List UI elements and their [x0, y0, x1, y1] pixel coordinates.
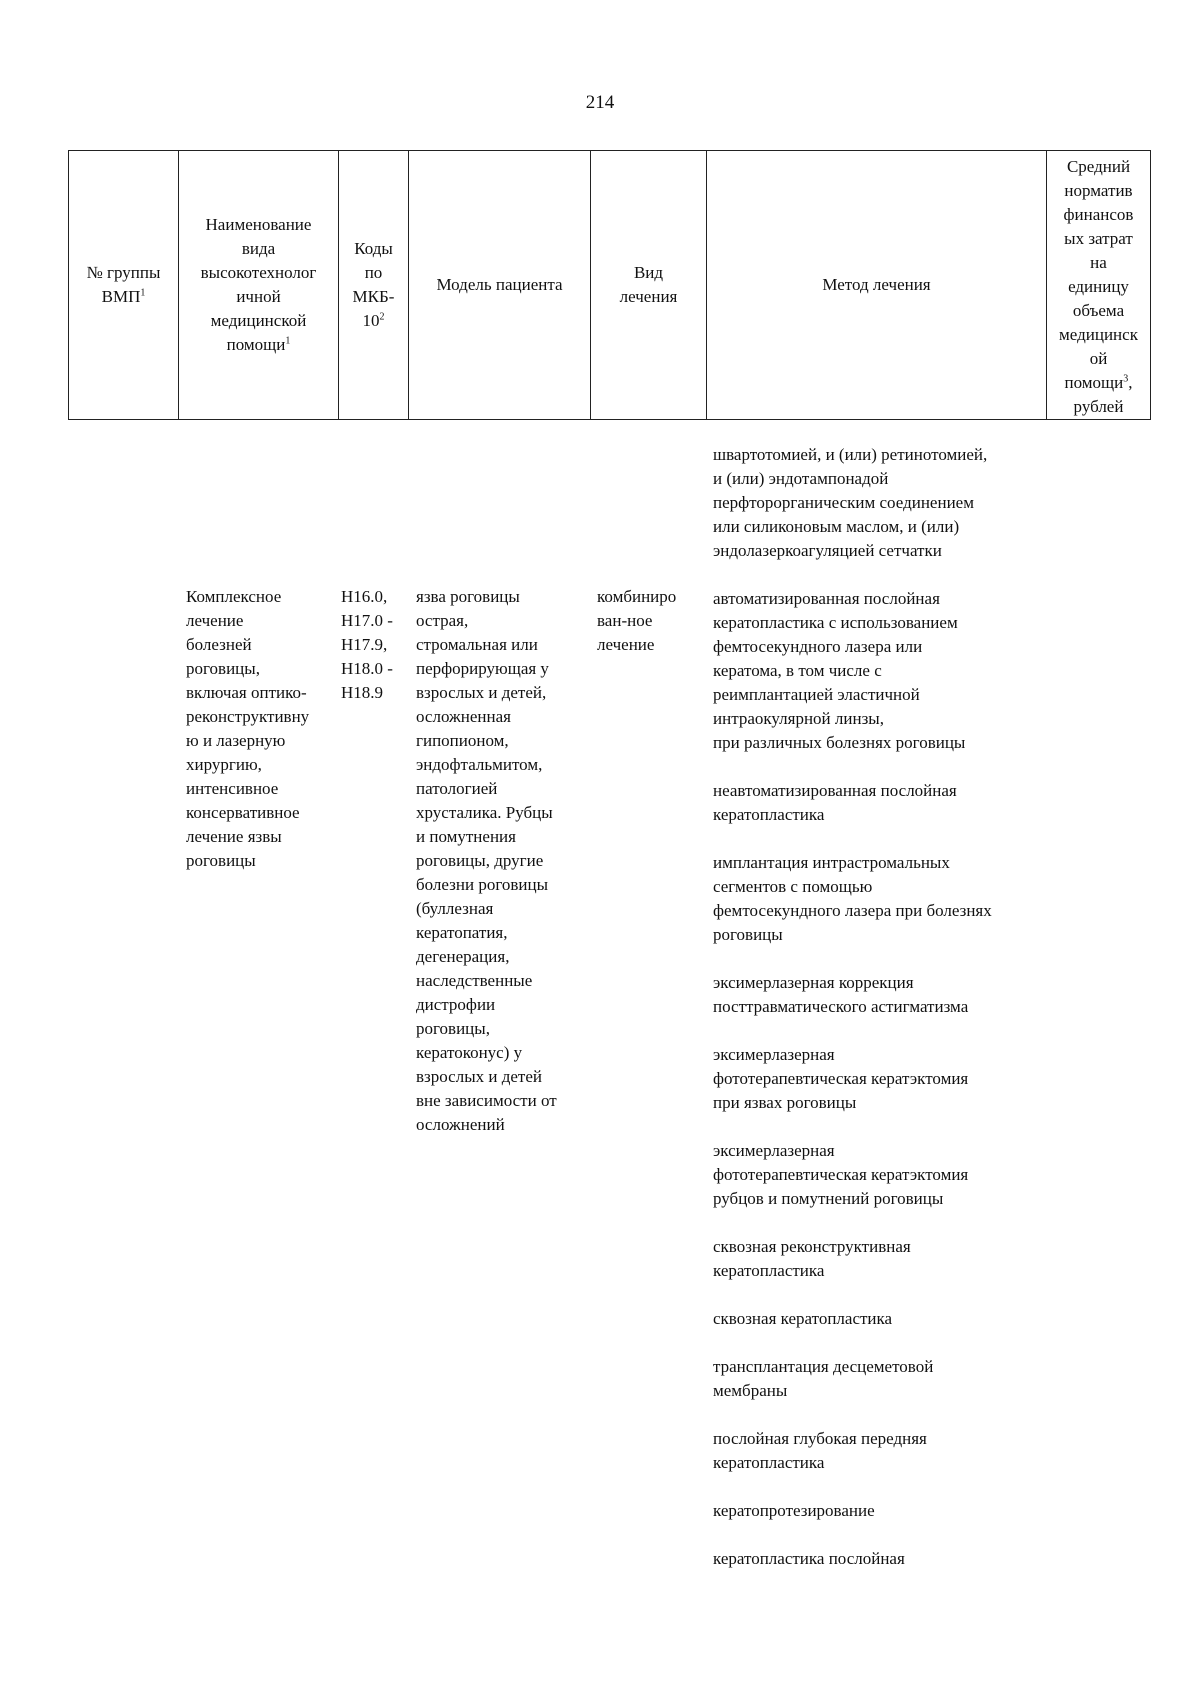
method-item [713, 1499, 1063, 1523]
cell-line: болезни роговицы [416, 875, 549, 894]
cell-line: роговицы [713, 925, 783, 944]
cell-line: кератома, в том числе с [713, 661, 882, 680]
cell-line: сегментов с помощью [713, 877, 873, 896]
cell-line: патологией [416, 779, 498, 798]
cell-line: рубцов и помутнений роговицы [713, 1189, 944, 1208]
header-cost-line: медицинск [1059, 325, 1138, 344]
header-name-line: помощи [226, 335, 286, 354]
method-item [713, 1547, 1063, 1571]
cell-line: кератопластика [713, 1453, 825, 1472]
cell-line: осложненная [416, 707, 511, 726]
header-cost-line: норматив [1064, 181, 1133, 200]
header-name-line: вида [241, 239, 276, 258]
cell-line: кератопротезирование [713, 1501, 875, 1520]
method-item [713, 851, 1063, 947]
header-cost-tail: , рублей [1073, 373, 1133, 416]
cell-line: вне зависимости от [416, 1091, 557, 1110]
cell-line: консервативное [186, 803, 300, 822]
cell-line: роговицы, другие [416, 851, 544, 870]
cell-line: кератоконус) у [416, 1043, 523, 1062]
cell-line: реконструктивну [186, 707, 310, 726]
header-type-line: лечения [619, 287, 678, 306]
header-codes [339, 151, 409, 420]
cell-line: кератопластика [713, 805, 825, 824]
cell-line: хрусталика. Рубцы [416, 803, 553, 822]
header-method: Метод лечения [707, 151, 1047, 420]
method-continued [713, 443, 1063, 563]
cell-line: роговицы [186, 851, 256, 870]
header-cost-line: финансов [1063, 205, 1134, 224]
cell-line: эндолазеркоагуляцией сетчатки [713, 541, 942, 560]
cell-line: болезней [186, 635, 252, 654]
cell-line: дегенерация, [416, 947, 510, 966]
cell-line: H17.9, [341, 635, 388, 654]
treatment-type-cell [597, 585, 707, 657]
cell-line: взрослых и детей, [416, 683, 547, 702]
page-number: 214 [585, 92, 615, 113]
cell-line: роговицы, [416, 1019, 490, 1038]
header-cost-line: единицу [1068, 277, 1129, 296]
cell-line: послойная глубокая передняя [713, 1429, 927, 1448]
cell-line: включая оптико- [186, 683, 307, 702]
cell-line: имплантация интрастромальных [713, 853, 950, 872]
cell-line: H18.0 - [341, 659, 393, 678]
cell-line: H16.0, [341, 587, 388, 606]
cell-line: Комплексное [186, 587, 282, 606]
cell-line: кератопластика с использованием [713, 613, 958, 632]
cell-line: сквозная реконструктивная [713, 1237, 911, 1256]
header-cost-line: помощи [1064, 373, 1124, 392]
cell-line: фототерапевтическая кератэктомия [713, 1165, 969, 1184]
cell-line: осложнений [416, 1115, 505, 1134]
method-item [713, 1139, 1063, 1211]
cell-line: неавтоматизированная послойная [713, 781, 957, 800]
cell-line: эндофтальмитом, [416, 755, 543, 774]
header-codes-line: 10 [362, 311, 380, 330]
cell-line: ван-ное [597, 611, 653, 630]
cell-line: швартотомией, и (или) ретинотомией, [713, 445, 988, 464]
method-item [713, 1043, 1063, 1115]
header-cost [1047, 151, 1151, 420]
header-name-line: Наименование [205, 215, 312, 234]
cell-line: при язвах роговицы [713, 1093, 857, 1112]
cell-line: H18.9 [341, 683, 384, 702]
header-name-line: высокотехнолог [200, 263, 317, 282]
header-codes-line: по [364, 263, 383, 282]
cell-line: перфторорганическим соединением [713, 493, 974, 512]
cell-line: интраокулярной линзы, [713, 709, 884, 728]
cell-line: фототерапевтическая кератэктомия [713, 1069, 969, 1088]
cell-line: сквозная кератопластика [713, 1309, 893, 1328]
header-name-line: ичной [236, 287, 281, 306]
cell-line: при различных болезнях роговицы [713, 733, 966, 752]
cell-line: ю и лазерную [186, 731, 286, 750]
header-name-line: медицинской [210, 311, 307, 330]
header-type [591, 151, 707, 420]
cell-line: кератопластика [713, 1261, 825, 1280]
footnote-mark: 1 [285, 335, 291, 347]
footnote-mark: 2 [379, 311, 385, 323]
cell-line: фемтосекундного лазера или [713, 637, 923, 656]
header-cost-line: ой [1089, 349, 1108, 368]
footnote-mark: 1 [140, 287, 146, 299]
cell-line: лечение [597, 635, 655, 654]
cell-line: и (или) эндотампонадой [713, 469, 889, 488]
header-group-line: № группы [86, 263, 161, 282]
cell-line: наследственные [416, 971, 533, 990]
header-group [69, 151, 179, 420]
patient-model-cell [416, 585, 588, 1137]
cell-line: и помутнения [416, 827, 516, 846]
icd-codes-cell [341, 585, 411, 705]
header-type-line: Вид [633, 263, 664, 282]
cell-line: гипопионом, [416, 731, 509, 750]
cell-line: H17.0 - [341, 611, 393, 630]
cell-line: кератопатия, [416, 923, 508, 942]
method-item [713, 971, 1063, 1019]
header-codes-line: Коды [354, 239, 393, 258]
header-cost-line: ых затрат [1064, 229, 1133, 248]
cell-line: стромальная или [416, 635, 538, 654]
cell-line: мембраны [713, 1381, 788, 1400]
cell-line: лечение язвы [186, 827, 282, 846]
header-name [179, 151, 339, 420]
cell-line: реимплантацией эластичной [713, 685, 920, 704]
treatment-method-cell [713, 443, 1063, 1595]
cell-line: посттравматического астигматизма [713, 997, 969, 1016]
cell-line: или силиконовым маслом, и (или) [713, 517, 960, 536]
cell-line: лечение [186, 611, 244, 630]
cell-line: автоматизированная послойная [713, 589, 940, 608]
method-item [713, 1355, 1063, 1403]
method-item [713, 1307, 1063, 1331]
cell-line: перфорирующая у [416, 659, 549, 678]
header-cost-line: на [1090, 253, 1107, 272]
cell-line: хирургию, [186, 755, 262, 774]
cell-line: взрослых и детей [416, 1067, 542, 1086]
cell-line: дистрофии [416, 995, 496, 1014]
cell-line: комбиниро [597, 587, 677, 606]
method-item [713, 779, 1063, 827]
treatment-name-cell [186, 585, 336, 873]
cell-line: эксимерлазерная коррекция [713, 973, 914, 992]
method-item [713, 1427, 1063, 1475]
cell-line: острая, [416, 611, 469, 630]
cell-line: интенсивное [186, 779, 279, 798]
table-header [68, 150, 1151, 420]
cell-line: фемтосекундного лазера при болезнях [713, 901, 992, 920]
header-model: Модель пациента [409, 151, 591, 420]
cell-line: роговицы, [186, 659, 260, 678]
cell-line: эксимерлазерная [713, 1141, 835, 1160]
method-item [713, 1235, 1063, 1283]
footnote-mark: 3 [1123, 373, 1129, 385]
cell-line: эксимерлазерная [713, 1045, 835, 1064]
cell-line: язва роговицы [416, 587, 520, 606]
method-item [713, 587, 1063, 755]
header-cost-line: объема [1072, 301, 1125, 320]
header-codes-line: МКБ- [352, 287, 395, 306]
cell-line: кератопластика послойная [713, 1549, 905, 1568]
header-cost-line: Средний [1066, 157, 1131, 176]
header-group-line: ВМП [101, 287, 141, 306]
cell-line: (буллезная [416, 899, 494, 918]
cell-line: трансплантация десцеметовой [713, 1357, 934, 1376]
